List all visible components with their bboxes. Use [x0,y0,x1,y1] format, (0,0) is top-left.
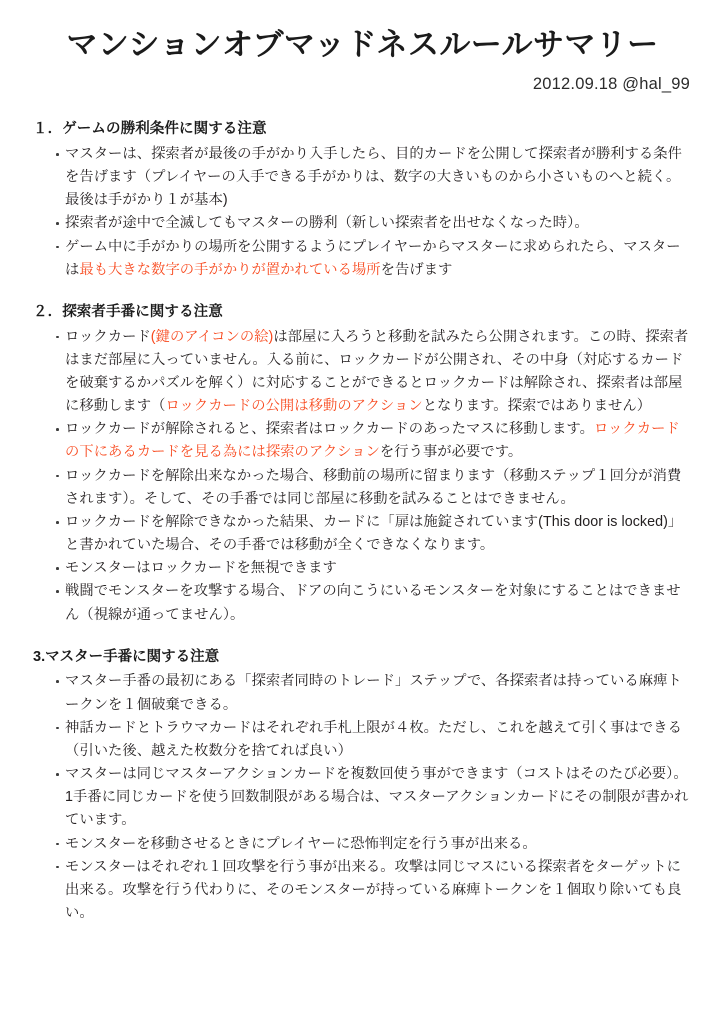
body-text: を行う事が必要です。 [379,444,523,461]
page-title: マンションオブマッドネスルールサマリー [66,27,659,62]
section-heading: １．ゲームの勝利条件に関する注意 [33,121,267,138]
bullet-list [33,143,692,282]
list-item [33,717,692,763]
list-item [33,580,692,626]
body-text: となります。探索ではありません） [422,398,652,415]
list-item [33,143,692,212]
list-item [33,212,692,235]
body-text: 探索者が途中で全滅してもマスターの勝利（新しい探索者を出せなくなった時）。 [65,215,589,232]
body-text: モンスターはロックカードを無視できます [65,560,337,577]
highlighted-text: 最も大きな数字の手がかりが置かれている場所 [79,261,381,278]
bullet-list [33,670,692,925]
list-item [33,418,692,464]
list-item [33,465,692,511]
list-item [33,557,692,580]
list-item [33,326,692,419]
list-item [33,763,692,832]
section [33,302,692,627]
list-item [33,511,692,557]
list-item [33,670,692,716]
highlighted-text: ロックカードの公開は移動のアクション [165,398,423,415]
section-heading: 3.マスター手番に関する注意 [33,648,220,665]
body-text: モンスターを移動させるときにプレイヤーに恐怖判定を行う事が出来る。 [65,835,537,852]
list-item [33,856,692,925]
body-text: マスター手番の最初にある「探索者同時のトレード」ステップで、各探索者は持っている麻痺トークンを１個破棄できる。 [65,673,682,713]
section [33,647,692,925]
section-heading: ２．探索者手番に関する注意 [33,303,223,320]
bullet-list [33,326,692,627]
body-text: マスターは、探索者が最後の手がかり入手したら、目的カードを公開して探索者が勝利する条件を告げます（プレイヤーの入手できる手がかりは、数字の大きいものから小さいものへと続く。最後は手がかり１が基本) [65,146,682,209]
body-text: ロックカードを解除出来なかった場合、移動前の場所に留まります（移動ステップ１回分が消費されます）。そして、その手番では同じ部屋に移動を試みることはできません。 [65,467,682,507]
highlighted-text: (鍵のアイコンの絵) [150,328,274,345]
body-text: ゲーム中に手がかりの場所を公開するようにプレイヤーからマスターに求められたら、マスターは [65,238,681,278]
body-text: ロックカードを解除できなかった結果、カードに「扉は施錠されています(This door is locked)」と書かれていた場合、その手番では移動が全くできなくなります。 [65,513,683,554]
body-text: マスターは同じマスターアクションカードを複数回使う事ができます（コストはそのたび必要）。1手番に同じカードを使う回数制限がある場合は、マスターアクションカードにその制限が書かれています。 [65,766,689,829]
highlighted-text: ロックカードの下にあるカードを見る為には探索のアクション [65,421,680,461]
section [33,119,692,282]
body-text: は部屋に入ろうと移動を試みたら公開されます。この時、探索者はまだ部屋に入っていません。入る前に、ロックカードが公開され、その中身（対応するカードを破棄するかパズルを解く）に対応することができるとロックカードは解除され、探索者は部屋に移動します（ [65,328,689,415]
list-item [33,833,692,856]
body-text: を告げます [380,261,453,278]
body-text: 戦闘でモンスターを攻撃する場合、ドアの向こうにいるモンスターを対象にすることはできません（視線が通ってません）。 [65,583,681,623]
body-text: モンスターはそれぞれ１回攻撃を行う事が出来る。攻撃は同じマスにいる探索者をターゲットに出来る。攻撃を行う代わりに、そのモンスターが持っている麻痺トークンを１個取り除いても良い。 [65,858,682,922]
body-text: 神話カードとトラウマカードはそれぞれ手札上限が４枚。ただし、これを越えて引く事はできる（引いた後、越えた枚数分を捨てれば良い） [65,719,682,759]
document-byline: 2012.09.18 @hal_99 [532,74,690,93]
body-text: ロックカードが解除されると、探索者はロックカードのあったマスに移動します。 [65,421,594,438]
list-item [33,236,692,282]
body-text: ロックカード [65,328,151,345]
document-body [0,119,725,925]
